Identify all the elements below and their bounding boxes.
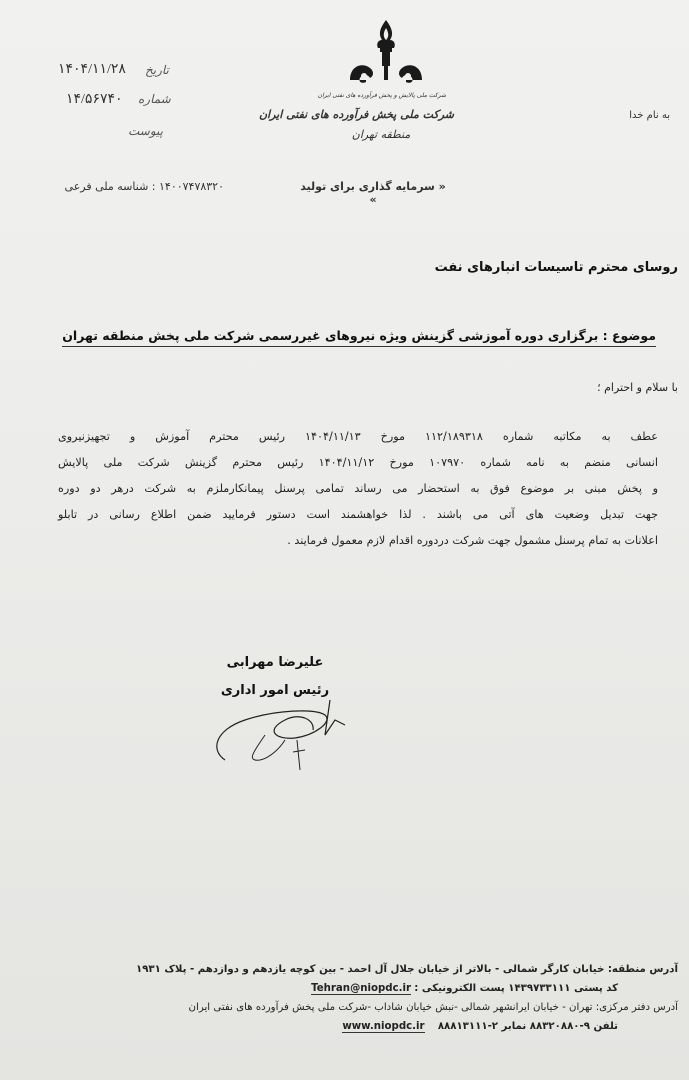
signatory-name: علیرضا مهرابی	[226, 655, 324, 670]
greeting: با سلام و احترام ؛	[597, 381, 678, 394]
basmala: به نام خدا	[629, 110, 670, 121]
signatory-title: رئیس امور اداری	[220, 683, 330, 698]
number-value: ۱۴/۵۶۷۴۰	[66, 92, 123, 107]
body-line-2: انسانی منضم به نامه شماره ۱۰۷۹۷۰ مورخ ۱۴۰۴/۱۱/۱۲ رئیس محترم گزینش شرکت ملی پالایش	[58, 456, 658, 469]
footer-website[interactable]: www.niopdc.ir	[342, 1021, 425, 1032]
subject-text: موضوع : برگزاری دوره آموزشی گزینش ویژه نیروهای غیررسمی شرکت ملی پخش منطقه تهران	[62, 328, 656, 347]
letter-body	[58, 430, 658, 560]
handwritten-signature-icon	[205, 690, 355, 780]
footer-phone-web	[88, 1021, 678, 1040]
body-line-1: عطف به مکاتبه شماره ۱۱۲/۱۸۹۳۱۸ مورخ ۱۴۰۴/۱۱/۱۳ رئیس محترم آموزش و تجهیزنیروی	[58, 430, 658, 443]
body-line-3: و پخش مبنی بر موضوع فوق به استحضار می رساند تمامی پرسنل پیمانکارملزم به شرکت درهر دو دوره	[58, 482, 658, 495]
footer-postal-email	[88, 983, 678, 1002]
footer-region-address: آدرس منطقه: خیابان کارگر شمالی - بالاتر از خیابان جلال آل احمد - بین کوچه یازدهم و دوازدهم - پلاک ۱۹۳۱	[136, 964, 678, 975]
footer-hq-address: آدرس دفتر مرکزی: تهران - خیابان ایرانشهر شمالی -نبش خیابان شاداب -شرکت ملی پخش فرآورده های نفتی ایران	[188, 1002, 678, 1013]
body-line-5: اعلانات به تمام پرسنل مشمول جهت شرکت دردوره اقدام لازم معمول فرمایند .	[287, 534, 658, 547]
recipient: روسای محترم تاسیسات انبارهای نفت	[434, 260, 678, 275]
footer-phone: تلفن ۹-۸۸۳۲۰۸۸۰ نمابر ۲-۸۸۸۱۳۱۱۱	[437, 1021, 618, 1032]
flame-emblem-icon	[340, 18, 432, 88]
footer-postal: کد پستی ۱۴۳۹۷۳۳۱۱۱ پست الکترونیکی :	[414, 983, 618, 994]
region-name: منطقه تهران	[351, 128, 411, 141]
slogan: « سرمایه گذاری برای تولید »	[300, 180, 446, 206]
national-id: ۱۴۰۰۷۴۷۸۳۲۰ : شناسه ملی فرعی	[64, 180, 224, 193]
company-logo	[340, 18, 432, 88]
footer	[88, 964, 678, 1040]
logo-small-line: شرکت ملی پالایش و پخش فرآورده های نفتی ایران	[317, 92, 446, 99]
attachment-label: پیوست	[128, 124, 163, 138]
company-name: شرکت ملی پخش فرآورده های نفتی ایران	[258, 108, 454, 121]
date-label: تاریخ	[145, 63, 169, 77]
footer-email[interactable]: Tehran@niopdc.ir	[311, 983, 412, 994]
body-line-4: جهت تبدیل وضعیت های آتی می باشند . لذا خواهشمند است دستور فرمایید ضمن اطلاع رسانی در تابلو	[58, 508, 658, 521]
subject	[60, 328, 656, 343]
date-value: ۱۴۰۴/۱۱/۲۸	[58, 62, 126, 77]
number-label: شماره	[138, 92, 171, 106]
